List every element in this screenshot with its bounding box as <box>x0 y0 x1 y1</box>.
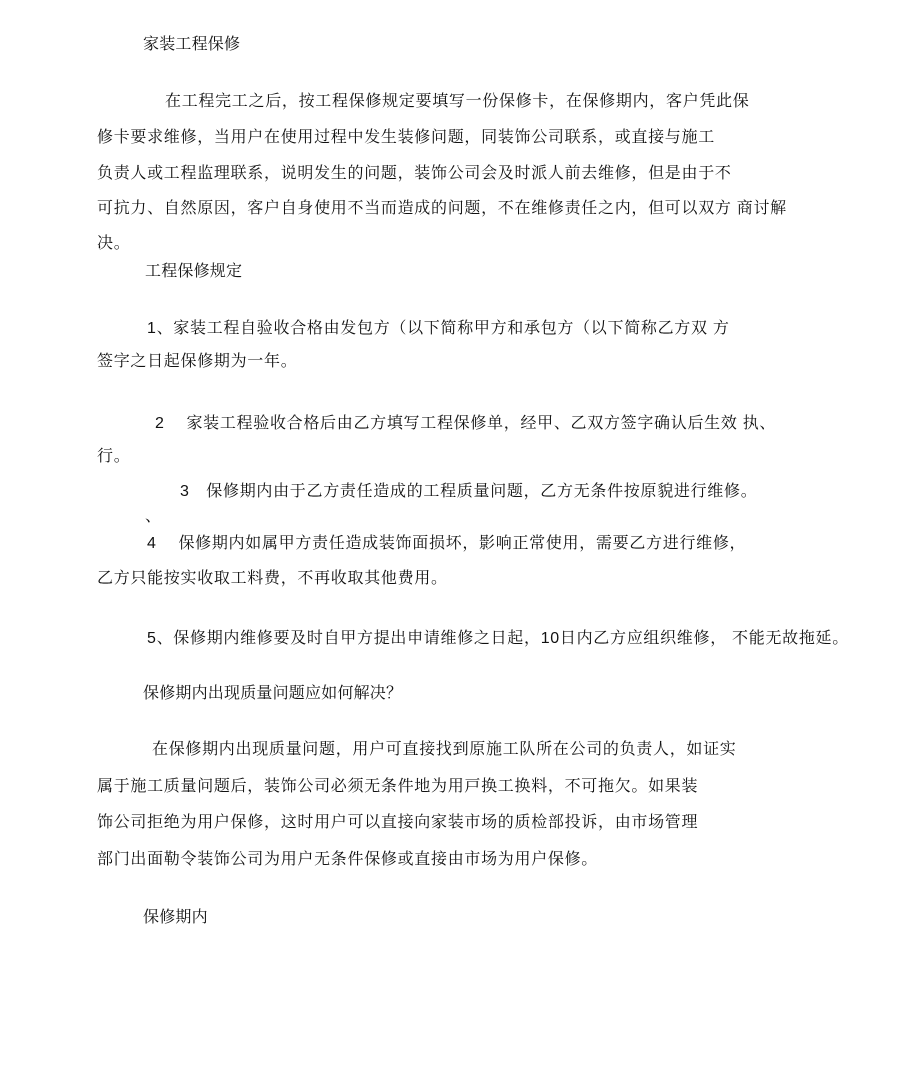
rule-item-5-line-1: 5、保修期内维修要及时自甲方提出申请维修之日起，10日内乙方应组织维修， 不能无故拖延。 <box>147 630 849 647</box>
intro-paragraph-line-5: 决。 <box>97 235 131 252</box>
stray-dunhao-mark: 、 <box>145 508 162 525</box>
intro-paragraph-line-1: 在工程完工之后，按工程保修规定要填写一份保修卡，在保修期内，客户凭此保 <box>165 93 750 110</box>
rule-item-4-line-2: 乙方只能按实收取工料费，不再收取其他费用。 <box>97 570 448 587</box>
rule-item-2-line-1: 2 家装工程验收合格后由乙方填写工程保修单，经甲、乙双方签字确认后生效 执、 <box>155 415 777 432</box>
rule-item-4-line-1: 4 保修期内如属甲方责任造成装饰面损坏，影响正常使用，需要乙方进行维修， <box>147 535 747 552</box>
resolution-paragraph-line-2: 属于施工质量问题后，装饰公司必须无条件地为用戸换工换料，不可拖欠。如果装 <box>97 778 699 795</box>
page-title: 家装工程保修 <box>143 36 241 53</box>
intro-paragraph-line-2: 修卡要求维修，当用户在使用过程中发生装修问题，同装饰公司联系，或直接与施工 <box>97 129 715 146</box>
rule-item-2-line-2: 行。 <box>97 448 131 465</box>
resolution-paragraph-line-1: 在保修期内出现质量问题，用户可直接找到原施工队所在公司的负责人，如证实 <box>152 741 737 758</box>
trailing-heading: 保修期内 <box>143 909 208 926</box>
section-heading-warranty-rules: 工程保修规定 <box>145 263 243 280</box>
intro-paragraph-line-3: 负责人或工程监理联系，说明发生的问题，装饰公司会及时派人前去维修，但是由于不 <box>97 165 732 182</box>
resolution-paragraph-line-3: 饰公司拒绝为用户保修，这时用户可以直接向家装市场的质检部投诉，由市场管理 <box>97 814 699 831</box>
rule-item-1-line-2: 签字之日起保修期为一年。 <box>97 353 298 370</box>
intro-paragraph-line-4: 可抗力、自然原因，客户自身使用不当而造成的问题，不在维修责任之内，但可以双方 商讨解 <box>97 200 787 217</box>
rule-item-1-line-1: 1、家装工程自验收合格由发包方（以下简称甲方和承包方（以下简称乙方双 方 <box>147 320 730 337</box>
resolution-paragraph-line-4: 部门出面勒令装饰公司为用户无条件保修或直接由市场为用户保修。 <box>97 851 599 868</box>
question-heading: 保修期内出现质量问题应如何解决？ <box>143 685 403 702</box>
rule-item-3-line-1: 3 保修期内由于乙方责任造成的工程质量问题，乙方无条件按原貌进行维修。 <box>180 483 758 500</box>
